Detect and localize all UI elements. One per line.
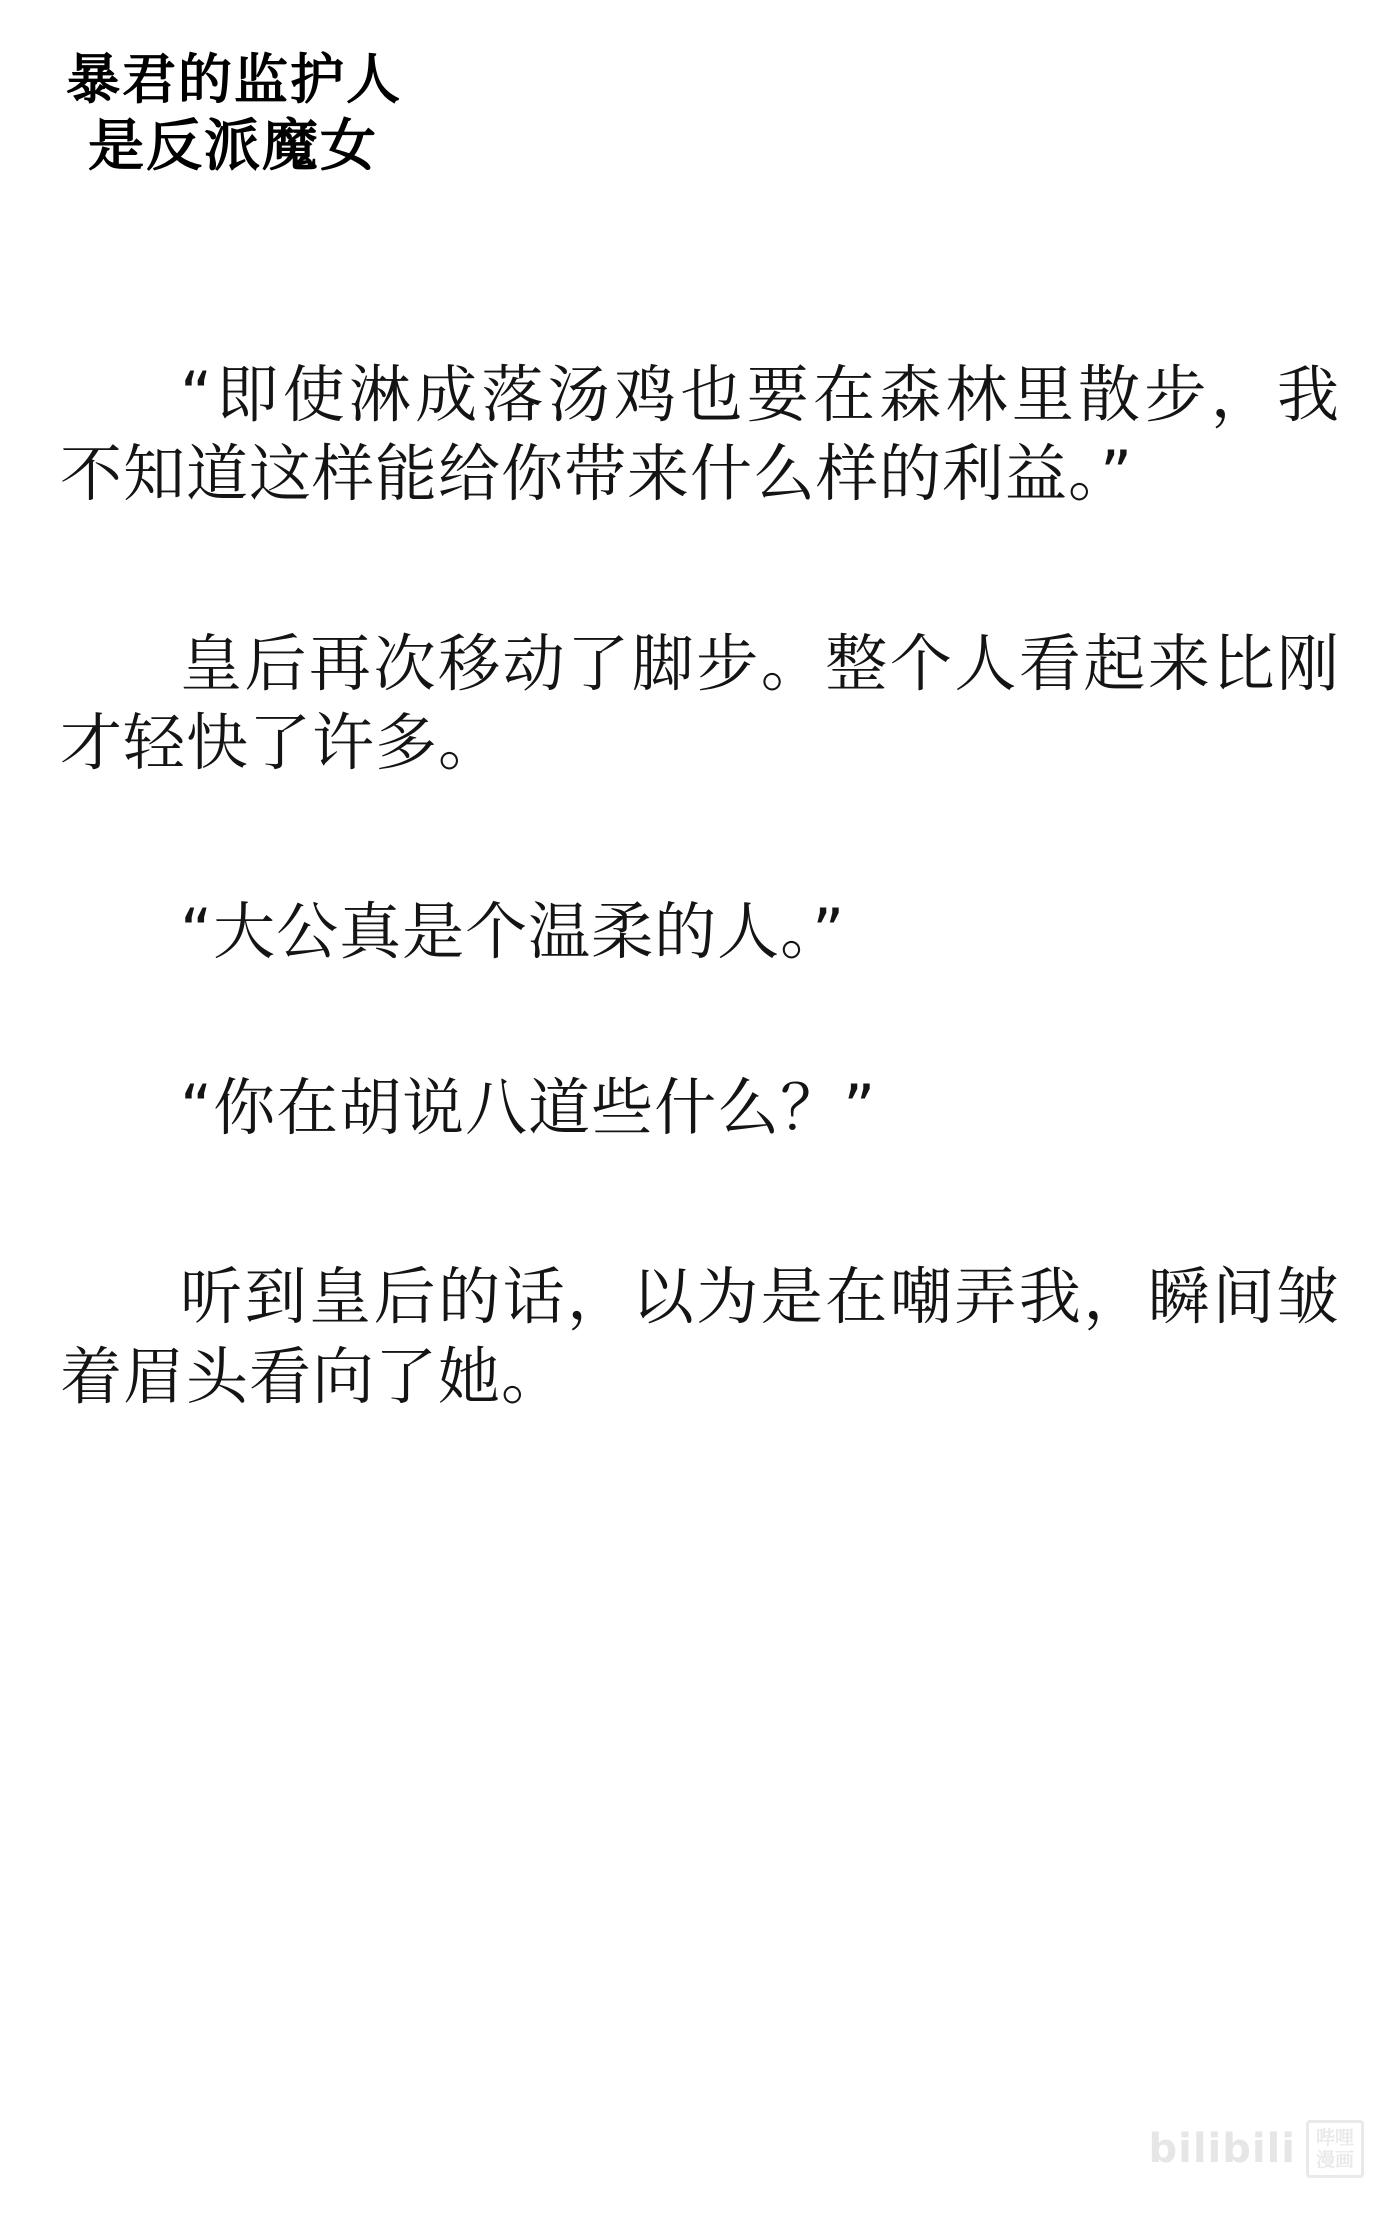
- series-title-line1: 暴君的监护人: [66, 47, 402, 111]
- paragraph-2: 皇后再次移动了脚步。整个人看起来比刚才轻快了许多。: [60, 626, 1340, 780]
- paragraph-4: “你在胡说八道些什么？”: [180, 1070, 877, 1144]
- paragraph-3: “大公真是个温柔的人。”: [180, 895, 846, 969]
- series-title-line2: 是反派魔女: [88, 113, 378, 179]
- series-title-logo: [58, 48, 488, 228]
- paragraph-5: 听到皇后的话，以为是在嘲弄我，瞬间皱着眉头看向了她。: [60, 1260, 1340, 1413]
- paragraph-1: “即使淋成落汤鸡也要在森林里散步，我不知道这样能给你带来什么样的利益。”: [60, 358, 1340, 511]
- bilibili-watermark: [1148, 2120, 1364, 2178]
- page-text-content: [60, 355, 1340, 1478]
- watermark-badge-line1: 哔哩: [1315, 2127, 1354, 2149]
- watermark-text: bilibili: [1148, 2126, 1296, 2172]
- watermark-badge-line2: 漫画: [1315, 2149, 1354, 2171]
- watermark-badge-icon: [1306, 2120, 1364, 2178]
